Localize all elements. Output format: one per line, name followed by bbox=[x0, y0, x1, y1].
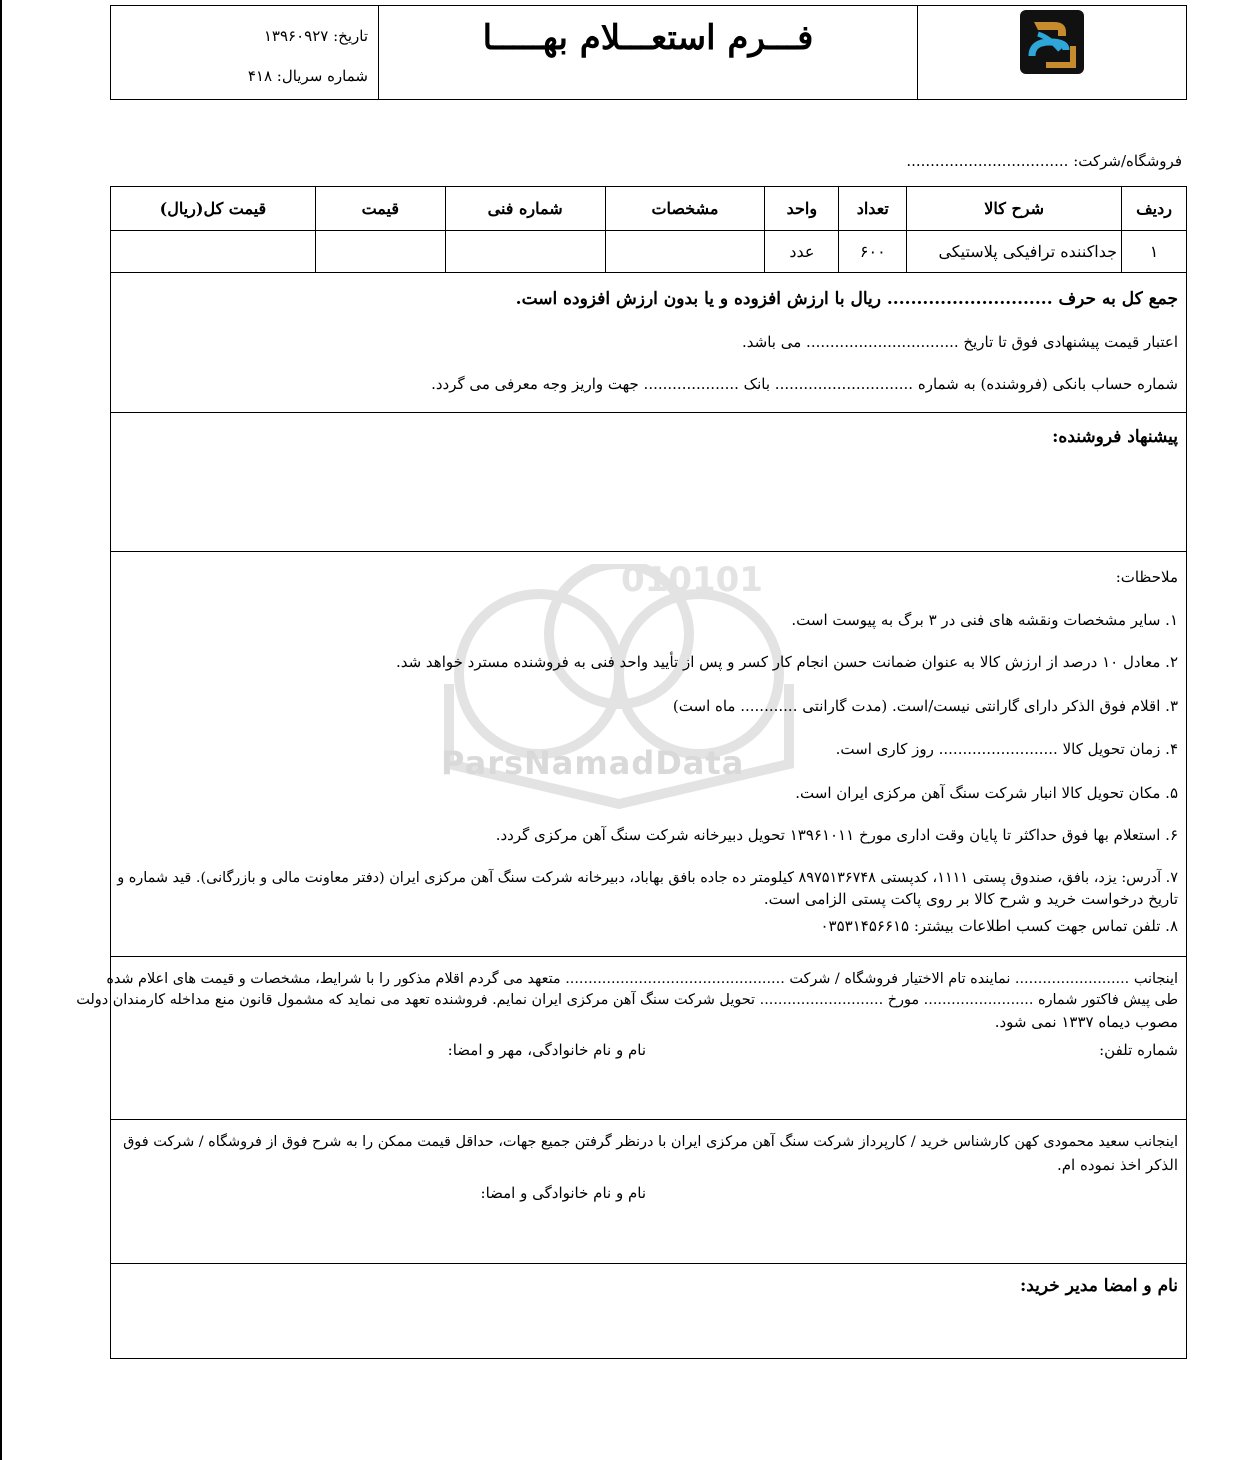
price-validity: اعتبار قیمت پیشنهادی فوق تا تاریخ ................................ می باشد. bbox=[742, 333, 1178, 351]
cell-row-no: ۱ bbox=[1122, 231, 1187, 273]
logo-cell bbox=[917, 6, 1186, 99]
watermark-brand: ParsNamadData bbox=[441, 744, 745, 782]
col-header-price: قیمت bbox=[315, 187, 445, 231]
note-item: ۳. اقلام فوق الذکر دارای گارانتی نیست/است. (مدت گارانتی ............ ماه است) bbox=[672, 697, 1178, 715]
form-header bbox=[110, 5, 1187, 100]
cell-price[interactable] bbox=[315, 231, 445, 273]
phone-label: شماره تلفن: bbox=[1099, 1041, 1178, 1059]
form-title: فـــرم استعـــلام بهـــــا bbox=[482, 18, 814, 58]
cell-tech-no[interactable] bbox=[445, 231, 605, 273]
undertaking-section bbox=[76, 956, 1187, 1120]
col-header-quantity: تعداد bbox=[839, 187, 907, 231]
items-table bbox=[110, 186, 1187, 273]
form-serial: شماره سریال: ۴۱۸ bbox=[247, 67, 368, 85]
cell-quantity: ۶۰۰ bbox=[839, 231, 907, 273]
notes-section bbox=[110, 551, 1187, 957]
undertaking-line: طی پیش فاکتور شماره ........................ مورخ ........................... تحویل شرکت سنگ آهن مرکزی ایران نمایم. فروشنده تعهد می نماید که مشمول قانون منع مداخله کارمندان دولت bbox=[76, 992, 1178, 1008]
note-item: ۴. زمان تحویل کالا ......................... روز کاری است. bbox=[835, 740, 1178, 758]
note-item: ۷. آدرس: یزد، بافق، صندوق پستی ۱۱۱۱، کدپستی ۸۹۷۵۱۳۶۷۴۸ کیلومتر ده جاده بافق بهاباد، دبیرخانه شرکت سنگ آهن مرکزی ایران (دفتر معاونت مالی و بازرگانی). قید شماره و bbox=[117, 870, 1178, 886]
col-header-description: شرح کالا bbox=[907, 187, 1122, 231]
buyer-section bbox=[110, 1119, 1187, 1264]
cell-unit: عدد bbox=[765, 231, 839, 273]
bank-account: شماره حساب بانکی (فروشنده) به شماره ............................. بانک .................... جهت واریز وجه معرفی می گردد. bbox=[431, 375, 1178, 393]
cell-specs[interactable] bbox=[605, 231, 765, 273]
notes-title: ملاحظات: bbox=[1115, 568, 1178, 586]
undertaking-line: مصوب دیماه ۱۳۳۷ نمی شود. bbox=[994, 1013, 1178, 1031]
seller-offer-label: پیشنهاد فروشنده: bbox=[1052, 427, 1178, 447]
form-date: تاریخ: ۱۳۹۶۰۹۲۷ bbox=[263, 27, 368, 45]
note-item: ۲. معادل ۱۰ درصد از ارزش کالا به عنوان ضمانت حسن انجام کار کسر و پس از تأیید واحد فنی به فروشنده مسترد خواهد شد. bbox=[395, 653, 1178, 671]
note-item: ۶. استعلام بها فوق حداکثر تا پایان وقت اداری مورخ ۱۳۹۶۱۰۱۱ تحویل دبیرخانه شرکت سنگ آهن مرکزی گردد. bbox=[495, 826, 1178, 844]
cell-total-price[interactable] bbox=[111, 231, 316, 273]
title-cell bbox=[378, 6, 917, 99]
col-header-specs: مشخصات bbox=[605, 187, 765, 231]
note-item: ۵. مکان تحویل کالا انبار شرکت سنگ آهن مرکزی ایران است. bbox=[795, 784, 1178, 802]
seller-signature-label: نام و نام خانوادگی، مهر و امضا: bbox=[447, 1041, 646, 1059]
buyer-signature-label: نام و نام خانوادگی و امضا: bbox=[480, 1184, 646, 1202]
buyer-statement: الذکر اخذ نموده ام. bbox=[1056, 1156, 1178, 1174]
store-line: فروشگاه/شرکت: .................................. bbox=[906, 152, 1182, 170]
col-header-unit: واحد bbox=[765, 187, 839, 231]
total-in-words: جمع کل به حرف ............................ ریال با ارزش افزوده و یا بدون ارزش افزوده است. bbox=[515, 289, 1178, 309]
page-edge bbox=[0, 0, 2, 1460]
company-logo-icon bbox=[1020, 10, 1084, 74]
col-header-row-no: ردیف bbox=[1122, 187, 1187, 231]
note-item: ۱. سایر مشخصات ونقشه های فنی در ۳ برگ به پیوست است. bbox=[791, 611, 1178, 629]
cell-description: جداکننده ترافیکی پلاستیکی bbox=[907, 231, 1122, 273]
manager-signature-label: نام و امضا مدیر خرید: bbox=[1019, 1276, 1178, 1296]
note-item: تاریخ درخواست خرید و شرح کالا بر روی پاکت پستی الزامی است. bbox=[763, 890, 1178, 908]
note-item: ۸. تلفن تماس جهت کسب اطلاعات بیشتر: ۰۳۵۳۱۴۵۶۶۱۵ bbox=[820, 917, 1178, 935]
col-header-total-price: قیمت کل(ریال) bbox=[111, 187, 316, 231]
totals-section bbox=[110, 272, 1187, 413]
table-header-row bbox=[111, 187, 1187, 231]
table-row bbox=[111, 231, 1187, 273]
buyer-statement: اینجانب سعید محمودی کهن کارشناس خرید / کارپرداز شرکت سنگ آهن مرکزی ایران با درنظر گرفتن جمیع جهات، حداقل قیمت ممکن را به شرح فوق از فروشگاه / شرکت فوق bbox=[123, 1134, 1178, 1150]
manager-section bbox=[110, 1263, 1187, 1359]
undertaking-line: اینجانب ......................... نماینده تام الاختیار فروشگاه / شرکت ................................................ متعهد می گردم اقلام مذکور را با شرایط، مشخصات و قیمت های اعلام شده bbox=[106, 971, 1178, 987]
seller-offer-section bbox=[110, 412, 1187, 552]
col-header-tech-no: شماره فنی bbox=[445, 187, 605, 231]
watermark-digits: 010101 bbox=[621, 560, 763, 600]
meta-cell bbox=[111, 6, 378, 99]
